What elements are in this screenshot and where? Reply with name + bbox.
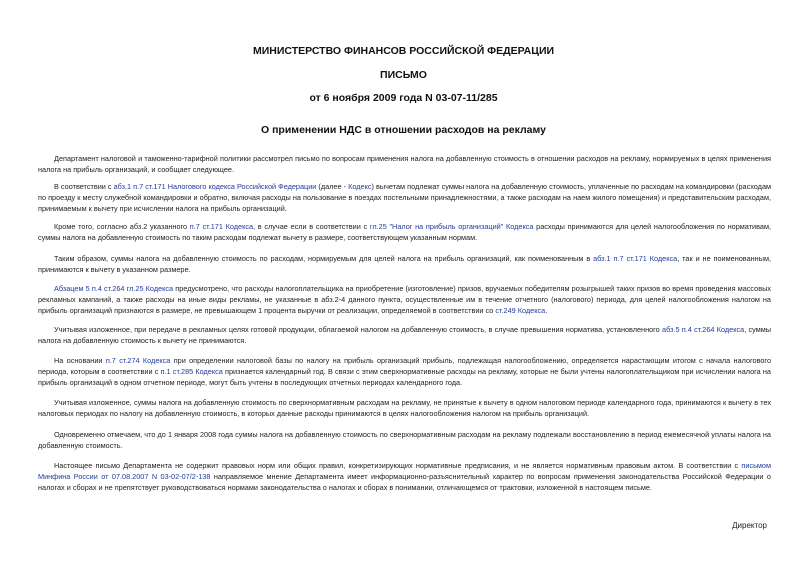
paragraph-text: предусмотрено, что расходы налогоплательщика на приобретение (изготовление) призов, вручаемых победителям розыгрышей таких призов во время проведения массовых рекламных кампаний, а также расходы на иные виды рекламы, не указанные в абз.2-4 данного пункта, осуществленные им в течение отчетного (налогового) периода, для целей налогообложения налогом на прибыль организаций признаются в размере, не превышающем 1 процента выручки от реализации, определяемой в соответствии со — [38, 284, 771, 315]
paragraph-10 — [38, 460, 771, 493]
paragraph-text: Таким образом, суммы налога на добавленную стоимость по расходам, нормируемым для целей налога на прибыль организаций, как поименованным в — [54, 254, 594, 263]
paragraph-2 — [38, 181, 771, 214]
document-link[interactable]: абз.1 п.7 ст.171 Налогового кодекса Российской Федерации — [113, 182, 317, 191]
paragraph-text: Кроме того, согласно абз.2 указанного — [54, 222, 190, 231]
document-link[interactable]: абз.1 п.7 ст.171 Кодекса — [593, 254, 678, 263]
document-link[interactable]: гл.25 "Налог на прибыль организаций" Кодекса — [369, 222, 534, 231]
paragraph-text: Настоящее письмо Департамента не содержит правовых норм или общих правил, конкретизирующих нормативные предписания, и не является нормативным правовым актом. В соответствии с — [54, 461, 742, 470]
paragraph-text: ) вычетам подлежат суммы налога на добавленную стоимость, уплаченные по расходам на командировки (расходам по проезду к месту служебной командировки и обратно, включая расходы на пользование в поездах постельными принадлежностями, а также расходам на наем жилого помещения) и представительским расходам, принимаемым к вычету при исчислении налога на прибыль организаций. — [38, 182, 772, 213]
subject-heading: О применении НДС в отношении расходов на рекламу — [261, 124, 546, 136]
document-link[interactable]: Кодекс — [348, 182, 372, 191]
paragraph-3 — [38, 221, 771, 243]
paragraph-text: признается календарный год. В связи с этим сверхнормативные расходы на рекламу, которые не были учтены налогоплательщиком при исчислении налога на прибыль организаций в одном отчетном периоде, могут быть учтены в последующих отчетных периодах календарного года. — [38, 367, 771, 387]
signature-title: Директор — [732, 521, 767, 530]
paragraph-text: направляемое мнение Департамента имеет информационно-разъяснительный характер по вопросам применения законодательства Российской Федерации о налогах и сборах и не препятствует руководствоваться нормами законодательства о налогах и сборах в понимании, отличающемся от трактовки, изложенной в настоящем письме. — [38, 472, 771, 492]
paragraph-text: при определении налоговой базы по налогу на прибыль организаций прибыль, подлежащая налогообложению, определяется нарастающим итогом с начала налогового периода, которым в соответствии с — [38, 356, 771, 376]
document-link[interactable]: п.7 ст.274 Кодекса — [105, 356, 171, 365]
paragraph-text: (далее - — [316, 182, 349, 191]
paragraph-text: Учитывая изложенное, при передаче в рекламных целях готовой продукции, облагаемой налогом на добавленную стоимость, в случае превышения норматива, установленного — [54, 325, 663, 334]
paragraph-9 — [38, 429, 771, 451]
paragraph-text: На основании — [54, 356, 106, 365]
paragraph-8 — [38, 397, 771, 419]
paragraph-text: . — [545, 306, 548, 315]
date-number-heading: от 6 ноября 2009 года N 03-07-11/285 — [309, 92, 498, 104]
document-type-heading: ПИСЬМО — [380, 69, 427, 81]
document-link[interactable]: п.7 ст.171 Кодекса — [189, 222, 254, 231]
paragraph-5 — [38, 283, 771, 316]
paragraph-text: Учитывая изложенное, суммы налога на добавленную стоимость по сверхнормативным расходам на рекламу, не принятые к вычету в одном налоговом периоде календарного года, принимаются к вычету в тех налоговых периодах по налогу на добавленную стоимость, в которых данные расходы принимаются в целях налогообложения налогом на прибыль организаций. — [38, 398, 771, 418]
document-link[interactable]: Абзацем 5 п.4 ст.264 гл.25 Кодекса — [54, 284, 174, 293]
paragraph-1 — [38, 153, 771, 175]
paragraph-text: , так и не поименованным, принимаются к вычету в указанном размере. — [38, 254, 771, 274]
paragraph-4 — [38, 253, 771, 275]
document-link[interactable]: п.1 ст.285 Кодекса — [160, 367, 223, 376]
paragraph-text: расходы принимаются для целей налогообложения по нормативам, суммы налога на добавленную стоимость по таким расходам подлежат вычету в размере, соответствующем указанным нормам. — [38, 222, 771, 242]
paragraph-text: , в случае если в соответствии с — [253, 222, 370, 231]
paragraph-text: В соответствии с — [54, 182, 114, 191]
ministry-heading: МИНИСТЕРСТВО ФИНАНСОВ РОССИЙСКОЙ ФЕДЕРАЦИИ — [252, 45, 555, 57]
paragraph-text: Одновременно отмечаем, что до 1 января 2008 года суммы налога на добавленную стоимость по сверхнормативным расходам на рекламу подлежали восстановлению в период ежемесячной уплаты налога на добавленную стоимость. — [38, 430, 771, 450]
paragraph-text: Департамент налоговой и таможенно-тарифной политики рассмотрел письмо по вопросам применения налога на добавленную стоимость в отношении расходов на рекламу, нормируемых в целях применения налога на прибыль организаций, и сообщает следующее. — [38, 154, 771, 174]
paragraph-6 — [38, 324, 771, 346]
paragraph-text: , суммы налога на добавленную стоимость к вычету не принимаются. — [38, 325, 771, 345]
document-link[interactable]: ст.249 Кодекса — [495, 306, 546, 315]
document-link[interactable]: письмом Минфина России от 07.08.2007 N 03-02-07/2-138 — [38, 461, 771, 481]
document-link[interactable]: абз.5 п.4 ст.264 Кодекса — [662, 325, 745, 334]
paragraph-7 — [38, 355, 771, 388]
